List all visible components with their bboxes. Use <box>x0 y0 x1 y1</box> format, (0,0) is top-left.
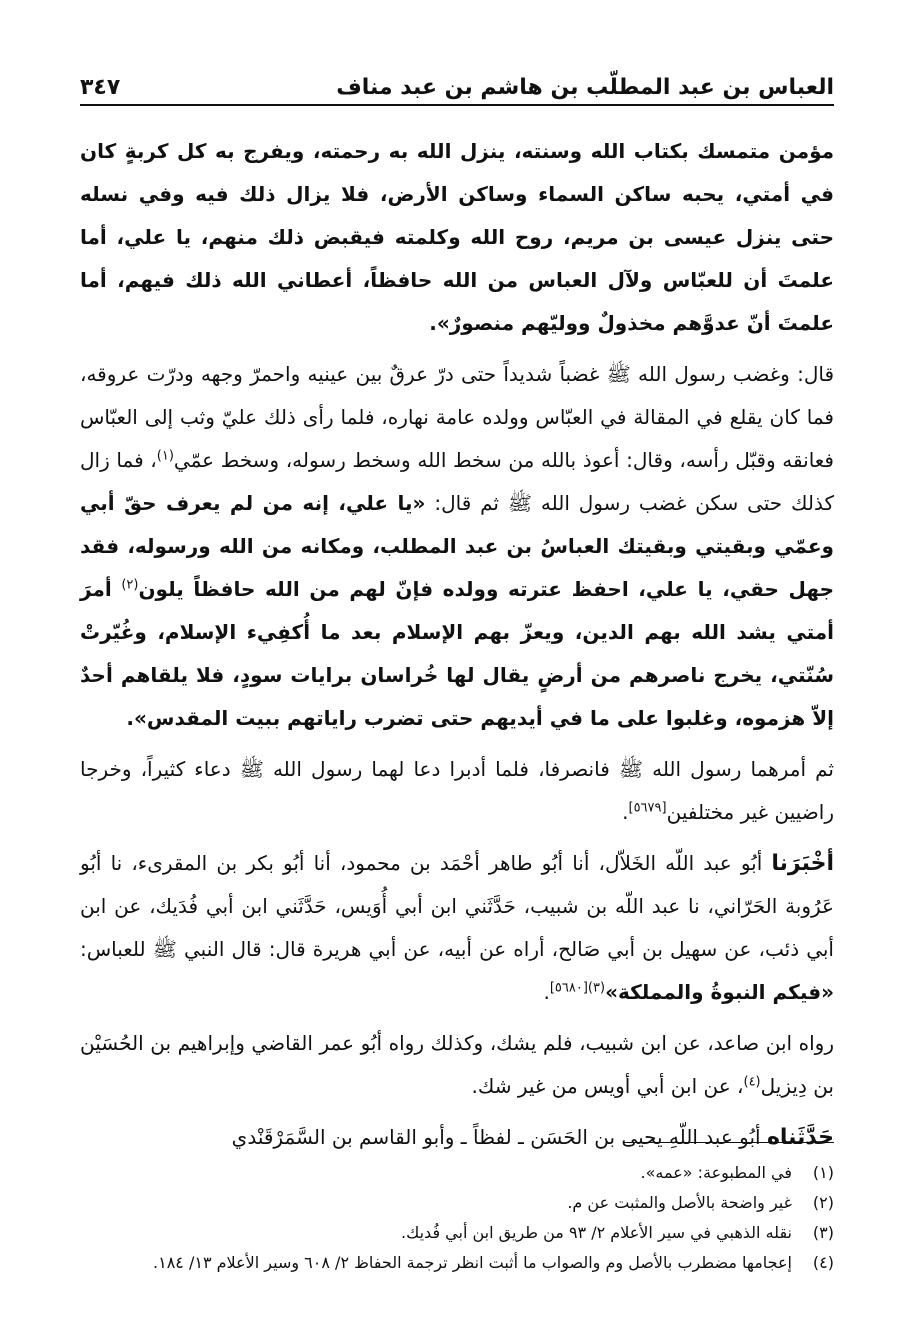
paragraph-6-lead: حَدَّثَناه <box>766 1125 834 1150</box>
footnote-text: غير واضحة بالأصل والمثبت عن م. <box>567 1193 792 1212</box>
footnote-text: في المطبوعة: «عمه». <box>640 1163 792 1182</box>
footnote-2 <box>80 1188 834 1218</box>
footnote-marker-2: (٢) <box>121 577 139 593</box>
chapter-title: العباس بن عبد المطلّب بن هاشم بن عبد مناف <box>336 75 834 100</box>
footnote-text: إعجامها مضطرب بالأصل وم والصواب ما أثبت انظر ترجمة الحفاظ ٢/ ٦٠٨ وسير الأعلام ١٣/ ١٨٤. <box>153 1253 792 1272</box>
paragraph-2 <box>80 353 834 740</box>
footnote-number: (٣) <box>812 1223 834 1242</box>
page-number: ٣٤٧ <box>80 75 121 100</box>
paragraph-2-text-a: قال: وغضب رسول الله ﷺ غضباً شديداً حتى درّ عرقٌ بين عينيه واحمرّ وجهه ودرّت عروقه، فما كان يقلع في المقالة في العبّاس وولده عامة نهاره، فلما رأى ذلك عليّ وثب إلى العبّاس فعانقه وقبّل رأسه، وقال: أعوذ بالله من سخط الله وسخط رسوله، وسخط عمّي <box>80 362 834 472</box>
paragraph-5-text-b: ، عن ابن أبي أويس من غير شك. <box>471 1074 744 1098</box>
footnote-number: (٢) <box>812 1193 834 1212</box>
footnote-marker-4: (٤) <box>743 1074 761 1090</box>
footnote-text: نقله الذهبي في سير الأعلام ٢/ ٩٣ من طريق ابن أبي فُديك. <box>401 1223 792 1242</box>
paragraph-6-text: أبُو عبد اللّهِ يحيى بن الحَسَن ـ لفظاً ـ وأبو القاسم بن السَّمَرْقَنْدي <box>231 1125 767 1149</box>
paragraph-2-quote-b: أمرَ أمتي يشد الله بهم الدين، ويعزّ بهم الإسلام بعد ما أُكفِيء الإسلام، وغُيّرتْ سُنّتي، يخرج ناصرهم من أرضٍ يقال لها خُراسان برايات سودٍ، فلا يلقاهم أحدٌ إلاّ هزموه، وغلبوا على ما في أيديهم حتى تضرب راياتهم ببيت المقدس». <box>80 577 834 730</box>
book-page <box>80 60 834 1304</box>
paragraph-4-lead: أخْبَرَنا <box>771 851 834 876</box>
footnote-marker-1: (١) <box>156 448 174 464</box>
hadith-number-5680: (٣)[٥٦٨٠] <box>549 980 606 996</box>
paragraph-4: أخْبَرَنا أبُو عبد اللّه الخَلاّل، أنا أبُو طاهر أحْمَد بن محمود، أنا أبُو بكر بن المقرىء، نا أبُو عَرُوبة الحَرّاني، نا عبد اللّه بن شبيب، حَدَّثَني ابن أبي أُوَيس، حَدَّثَني ابن أبي فُدَيك، عن ابن أبي ذئب، عن سهيل بن أبي صَالح، أراه عن أبيه، عن أبي هريرة قال: قال النبي ﷺ للعباس: «فيكم النبوةُ والمملكة»$^{(٣)[٥٦٨٠]}$. <box>80 851 834 1004</box>
paragraph-6 <box>80 1116 834 1159</box>
paragraph-3-text: ثم أمرهما رسول الله ﷺ فانصرفا، فلما أدبرا دعا لهما رسول الله ﷺ دعاء كثيراً، وخرجا راضيين غير مختلفين <box>80 757 834 824</box>
paragraph-2-text-b: ، فما زال كذلك حتى سكن غضب رسول الله ﷺ ثم قال: <box>80 448 834 515</box>
footnote-number: (١) <box>812 1163 834 1182</box>
footnote-divider <box>624 1142 834 1143</box>
footnote-1 <box>80 1158 834 1188</box>
paragraph-1 <box>80 130 834 345</box>
paragraph-5 <box>80 1022 834 1108</box>
paragraph-4-text: أبُو عبد اللّه الخَلاّل، أنا أبُو طاهر أحْمَد بن محمود، أنا أبُو بكر بن المقرىء، نا أبُو عَرُوبة الحَرّاني، نا عبد اللّه بن شبيب، حَدَّثَني ابن أبي أُوَيس، حَدَّثَني ابن أبي فُدَيك، عن ابن أبي ذئب، عن سهيل بن أبي صَالح، أراه عن أبيه، عن أبي هريرة قال: قال النبي ﷺ للعباس: <box>80 851 834 961</box>
hadith-number-5679: [٥٦٧٩] <box>628 800 667 816</box>
paragraph-5-text-a: رواه ابن صاعد، عن ابن شبيب، فلم يشك، وكذلك رواه أبُو عمر القاضي وإبراهيم بن الحُسَيْن بن دِيزيل <box>80 1031 834 1098</box>
paragraph-1-text: مؤمن متمسك بكتاب الله وسنته، ينزل الله به رحمته، ويفرج به كل كربةٍ كان في أمتي، يحبه ساكن السماء وساكن الأرض، فلا يزال ذلك فيه وفي نسله حتى ينزل عيسى بن مريم، روح الله وكلمته فيقبض ذلك منهم، يا علي، أما علمتَ أن للعبّاس ولآل العباس من الله حافظاً، أعطاني الله ذلك فيهم، أما علمتَ أنّ عدوَّهم مخذولٌ ووليّهم منصورٌ». <box>80 139 834 335</box>
paragraph-3: ثم أمرهما رسول الله ﷺ فانصرفا، فلما أدبرا دعا لهما رسول الله ﷺ دعاء كثيراً، وخرجا راضيين غير مختلفين[٥٦٧٩]. <box>80 757 834 824</box>
footnote-number: (٤) <box>812 1253 834 1272</box>
paragraph-4-quote: «فيكم النبوةُ والمملكة» <box>605 980 834 1004</box>
paragraph-2-quote-a: «يا علي، إنه من لم يعرف حقّ أبي وعمّي وبقيتي وبقيتك العباسُ بن عبد المطلب، ومكانه من الله ورسوله، فقد جهل حقي، يا علي، احفظ عترته وولده فإنّ لهم من الله حافظاً يلون <box>80 491 834 601</box>
footnote-4 <box>80 1248 834 1278</box>
running-header <box>80 60 834 106</box>
footnotes <box>80 1158 834 1278</box>
footnote-3 <box>80 1218 834 1248</box>
main-text <box>80 130 834 1159</box>
